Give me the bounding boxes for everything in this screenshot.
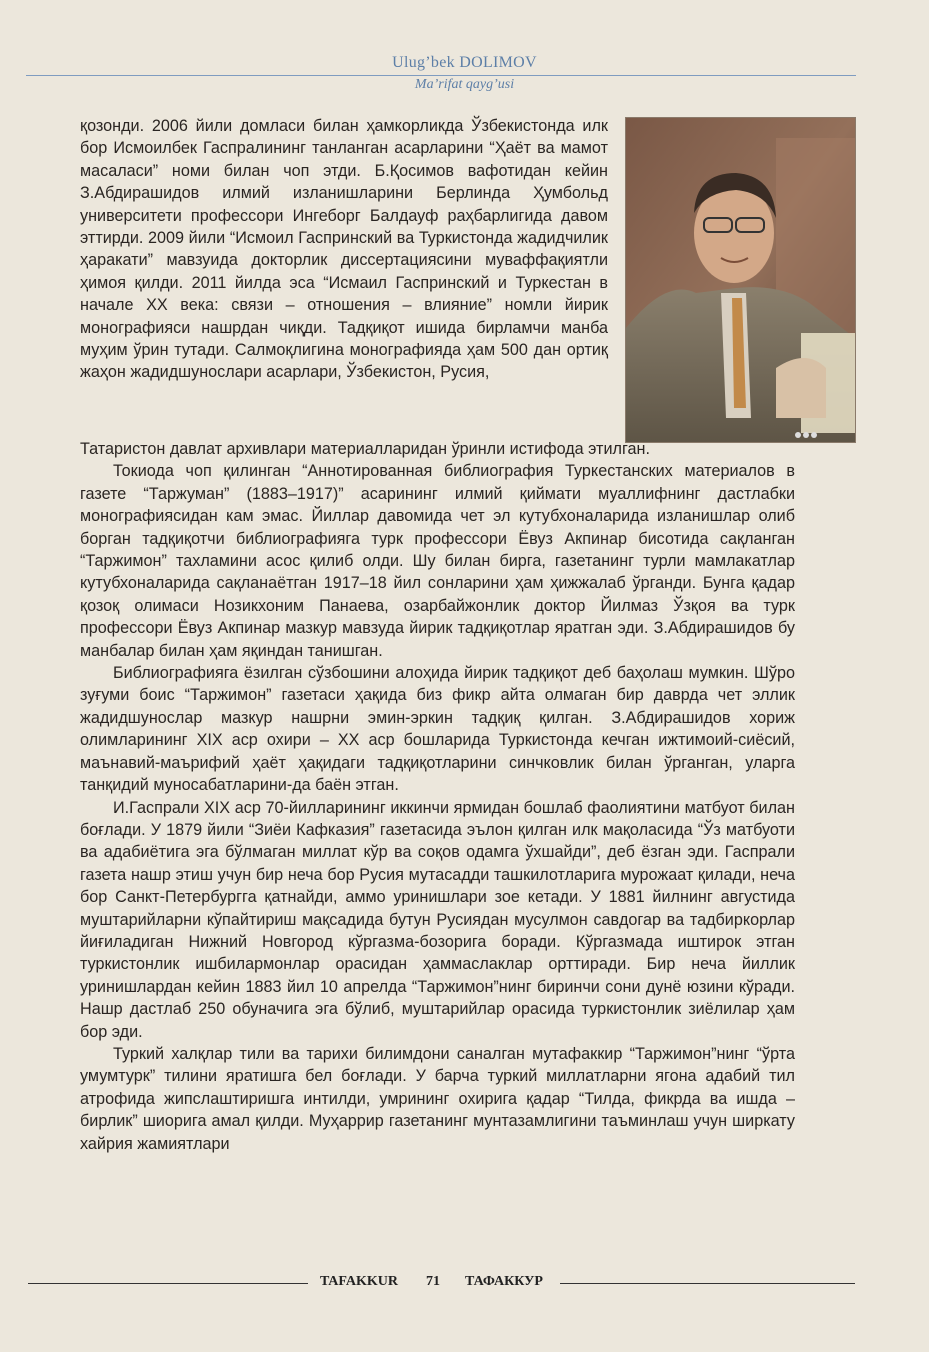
text-column-full-width [80,438,795,1155]
running-header-author: Ulug’bek DOLIMOV [392,54,537,71]
paragraph-1-end: Татаристон давлат архивлари материалларидан ўринли истифода этилган. [80,440,650,458]
running-header-title: Ma’rifat qayg’usi [414,77,515,92]
paragraph-3: Библиографияга ёзилган сўзбошини алоҳида йирик тадқиқот деб баҳолаш мумкин. Шўро зуғуми боис “Таржимон” газетаси ҳақида биз фикр айта олмаган бир даврда чет эллик жадидшунослар мазкур нашрни эмин-эркин тадқиқ қилган. З.Абдирашидов хориж олимларининг XIX аср охири – XX аср бошларида Туркистонда кечган ижтимоий-сиёсий, маънавий-маърифий ҳаёт ҳақидаги тадқиқотларини синчковлик билан ўрганган, уларга танқидий муносабатларини-да баён этган. [80,664,795,795]
footer-magazine-cyrillic: ТАФАККУР [465,1274,543,1289]
portrait-photo [625,117,856,443]
footer-divider-right [560,1283,855,1284]
paragraph-2: Токиода чоп қилинган “Аннотированная библиография Туркестанских материалов в газете “Таржуман” (1883–1917)” асарининг илмий қиймати муаллифнинг дастлабки монографиясидан кам эмас. Йиллар давомида чет эл кутубхоналарида изланишлар олиб борган тадқиқотчи библиографияга турк профессори Ёвуз Акпинар бисотида сақланган “Таржимон” тахламини асос қилиб олди. Шу билан бирга, газетанинг турли мамлакатлар кутубхоналарида сақланаётган 1917–18 йил сонларини ҳам ҳижжалаб ўрганди. Бунга қадар қозоқ олимаси Нозикхоним Панаева, озарбайжонлик доктор Йилмаз Ўзқоя ва турк профессори Ёвуз Акпинар мазкур мавзуда йирик тадқиқотлар яратган эди. З.Абдирашидов бу манбалар билан ҳам яқиндан танишган. [80,462,795,660]
footer-divider-left [28,1283,308,1284]
paragraph-5: Туркий халқлар тили ва тарихи билимдони саналган мутафаккир “Таржимон”нинг “ўрта умумтурк” тилини яратишга бел боғлади. У барча туркий миллатларни ягона адабий тил атрофида жипслаштиришга интилди, умрининг охирига қадар “Тилда, фикрда ва ишда – бирлик” шиорига амал қилди. Муҳаррир газетанинг мунтазамлигини таъминлаш учун ширкату хайрия жамиятлари [80,1044,795,1153]
paragraph-1: қозонди. 2006 йили домласи билан ҳамкорликда Ўзбекистонда илк бор Исмоилбек Гаспралининг танланган асарларини “Ҳаёт ва мамот масаласи” номи билан чоп этди. Б.Қосимов вафотидан кейин З.Абдирашидов илмий изланишларини Берлинда Ҳумбольд университети профессори Ингеборг Балдауф раҳбарлигида давом эттирди. 2009 йили “Исмоил Гаспринский ва Туркистонда жадидчилик ҳаракати” мавзуида докторлик диссертациясини муваффақиятли ҳимоя қилди. 2011 йилда эса “Исмаил Гаспринский и Туркестан в начале XX века: связи – отношения – влияние” номли йирик монографияси нашрдан чиқди. Тадқиқот ишида бирламчи манба муҳим ўрин тутади. Салмоқлигина монографияда ҳам 500 дан ортиқ жаҳон жадидшунослари асарлари, Ўзбекистон, Русия, [80,117,608,382]
header-divider [26,75,856,76]
paragraph-4: И.Гаспрали XIX аср 70-йилларининг иккинчи ярмидан бошлаб фаолиятини матбуот билан боғлади. У 1879 йили “Зиёи Кафказия” газетасида эълон қилган илк мақоласида “Ўз матбуоти ва адабиётига эга бўлмаган миллат кўр ва соқов одамга ўхшайди”, деб ёзган эди. Гаспрали газета нашр этиш учун бир неча бор Русия мутасадди ташкилотларига мурожаат қилади, неча бор Санкт-Петербургга қатнайди, аммо уринишлари зое кетади. У 1881 йилнинг августида муштарийларни кўпайтириш мақсадида бутун Русиядан мусулмон савдогар ва тадбиркорлар йиғиладиган Нижний Новгород кўргазма-бозорига боради. Кўргазмада иштирок этган туркистонлик ишбилармонлар орасидан ҳаммаслаклар орттиради. Бир неча йиллик уринишлардан кейин 1883 йил 10 апрелда “Таржимон”нинг биринчи сони дунё юзини кўради. Нашр дастлаб 250 обуначига эга бўлиб, муштарийлар орасида туркистонлик зиёлилар ҳам бор эди. [80,798,795,1041]
text-column-beside-photo [80,115,608,384]
footer-magazine-latin: TAFAKKUR [320,1274,399,1289]
page-number: 71 [426,1274,440,1289]
portrait-photo-illustration [626,118,855,442]
